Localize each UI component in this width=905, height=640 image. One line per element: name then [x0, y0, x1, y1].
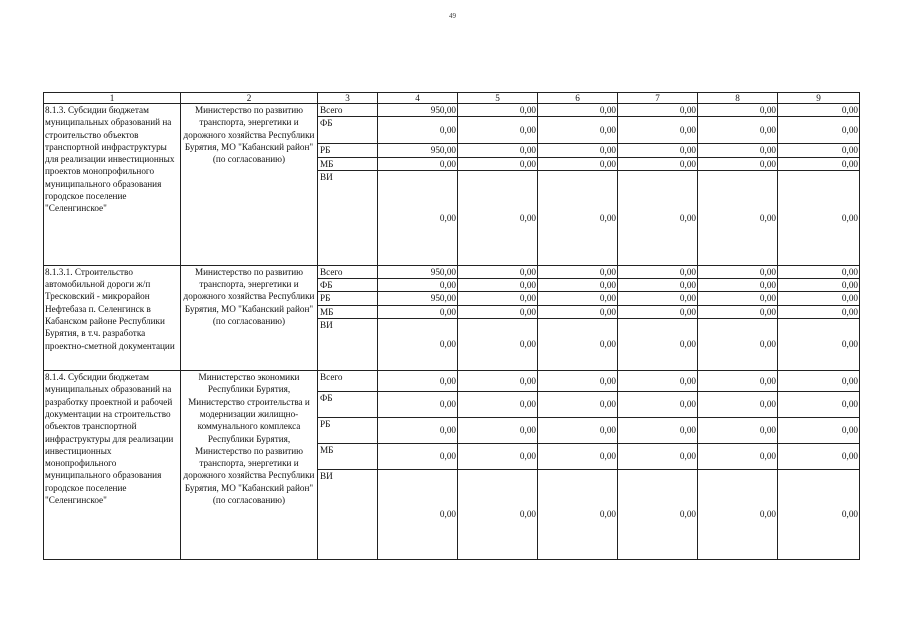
page-number: 49: [449, 12, 456, 20]
header-cell: 9: [778, 93, 860, 104]
value-cell: 0,00: [378, 392, 458, 418]
source-cell: МБ: [318, 157, 378, 170]
value-cell: 0,00: [618, 279, 698, 292]
source-cell: РБ: [318, 418, 378, 444]
value-cell: 0,00: [378, 170, 458, 265]
value-cell: 0,00: [458, 265, 538, 278]
value-cell: 0,00: [458, 157, 538, 170]
value-cell: 0,00: [538, 157, 618, 170]
value-cell: 0,00: [458, 144, 538, 157]
value-cell: 0,00: [538, 444, 618, 470]
value-cell: 0,00: [618, 444, 698, 470]
value-cell: 0,00: [698, 117, 778, 144]
header-row: [44, 93, 860, 104]
value-cell: 0,00: [538, 117, 618, 144]
value-cell: 0,00: [778, 470, 860, 560]
executor-cell: Министерство экономики Республики Бурятия, Министерство строительства и модернизации жилищно-коммунального комплекса Республики Бурятия, Министерство по развитию транспорта, энергетики и дорожного хозяйства Республики Бурятия, МО "Кабанский район" (по согласованию): [181, 371, 318, 560]
value-cell: 0,00: [538, 104, 618, 117]
value-cell: 0,00: [458, 104, 538, 117]
value-cell: 0,00: [778, 279, 860, 292]
value-cell: 0,00: [698, 265, 778, 278]
value-cell: 0,00: [378, 157, 458, 170]
value-cell: 0,00: [378, 444, 458, 470]
value-cell: 0,00: [378, 371, 458, 392]
value-cell: 0,00: [618, 144, 698, 157]
value-cell: 0,00: [538, 279, 618, 292]
value-cell: 0,00: [778, 104, 860, 117]
value-cell: 0,00: [378, 117, 458, 144]
value-cell: 0,00: [458, 170, 538, 265]
source-cell: Всего: [318, 265, 378, 278]
value-cell: 0,00: [458, 444, 538, 470]
value-cell: 0,00: [698, 279, 778, 292]
value-cell: 0,00: [458, 392, 538, 418]
header-cell: 3: [318, 93, 378, 104]
value-cell: 0,00: [378, 279, 458, 292]
value-cell: 0,00: [458, 418, 538, 444]
value-cell: 0,00: [378, 319, 458, 371]
value-cell: 0,00: [538, 170, 618, 265]
header-cell: 5: [458, 93, 538, 104]
value-cell: 0,00: [618, 117, 698, 144]
value-cell: 0,00: [778, 117, 860, 144]
value-cell: 0,00: [778, 292, 860, 305]
value-cell: 0,00: [778, 265, 860, 278]
value-cell: 0,00: [698, 144, 778, 157]
value-cell: 0,00: [538, 371, 618, 392]
value-cell: 0,00: [538, 144, 618, 157]
source-cell: РБ: [318, 144, 378, 157]
value-cell: 0,00: [618, 319, 698, 371]
value-cell: 0,00: [698, 292, 778, 305]
table-row: [44, 265, 860, 278]
value-cell: 0,00: [538, 418, 618, 444]
source-cell: МБ: [318, 444, 378, 470]
source-cell: ВИ: [318, 170, 378, 265]
section-name-cell: 8.1.4. Субсидии бюджетам муниципальных образований на разработку проектной и рабочей документации на строительство объектов транспортной инфраструктуры для реализации инвестиционных монопрофильного муниципального образования городское поселение "Селенгинское": [44, 371, 181, 560]
executor-cell: Министерство по развитию транспорта, энергетики и дорожного хозяйства Республики Бурятия, МО "Кабанский район" (по согласованию): [181, 265, 318, 370]
header-cell: 8: [698, 93, 778, 104]
table-row: [44, 104, 860, 117]
value-cell: 0,00: [618, 305, 698, 318]
value-cell: 0,00: [778, 392, 860, 418]
value-cell: 0,00: [698, 319, 778, 371]
value-cell: 0,00: [698, 170, 778, 265]
source-cell: РБ: [318, 292, 378, 305]
value-cell: 0,00: [618, 170, 698, 265]
value-cell: 0,00: [618, 265, 698, 278]
header-cell: 4: [378, 93, 458, 104]
value-cell: 0,00: [538, 319, 618, 371]
value-cell: 0,00: [458, 470, 538, 560]
value-cell: 0,00: [458, 117, 538, 144]
value-cell: 0,00: [778, 418, 860, 444]
value-cell: 950,00: [378, 104, 458, 117]
executor-cell: Министерство по развитию транспорта, энергетики и дорожного хозяйства Республики Бурятия, МО "Кабанский район" (по согласованию): [181, 104, 318, 266]
value-cell: 0,00: [698, 418, 778, 444]
source-cell: ФБ: [318, 117, 378, 144]
header-cell: 7: [618, 93, 698, 104]
value-cell: 0,00: [698, 444, 778, 470]
value-cell: 0,00: [778, 157, 860, 170]
value-cell: 0,00: [458, 319, 538, 371]
value-cell: 0,00: [618, 418, 698, 444]
value-cell: 0,00: [378, 305, 458, 318]
value-cell: 0,00: [698, 157, 778, 170]
source-cell: ФБ: [318, 392, 378, 418]
table-row: [44, 371, 860, 392]
section-name-cell: 8.1.3. Субсидии бюджетам муниципальных образований на строительство объектов транспортной инфраструктуры для реализации инвестиционных проектов монопрофильного муниципального образования городское поселение "Селенгинское": [44, 104, 181, 266]
value-cell: 950,00: [378, 265, 458, 278]
value-cell: 0,00: [458, 371, 538, 392]
value-cell: 0,00: [458, 279, 538, 292]
value-cell: 0,00: [698, 392, 778, 418]
value-cell: 0,00: [538, 470, 618, 560]
value-cell: 950,00: [378, 144, 458, 157]
value-cell: 0,00: [698, 305, 778, 318]
source-cell: Всего: [318, 104, 378, 117]
source-cell: ВИ: [318, 470, 378, 560]
header-cell: 1: [44, 93, 181, 104]
source-cell: ФБ: [318, 279, 378, 292]
value-cell: 0,00: [778, 444, 860, 470]
value-cell: 0,00: [698, 371, 778, 392]
value-cell: 0,00: [618, 292, 698, 305]
value-cell: 0,00: [538, 392, 618, 418]
value-cell: 0,00: [698, 470, 778, 560]
value-cell: 950,00: [378, 292, 458, 305]
value-cell: 0,00: [458, 292, 538, 305]
value-cell: 0,00: [778, 144, 860, 157]
value-cell: 0,00: [538, 265, 618, 278]
value-cell: 0,00: [378, 470, 458, 560]
header-cell: 2: [181, 93, 318, 104]
value-cell: 0,00: [458, 305, 538, 318]
value-cell: 0,00: [618, 157, 698, 170]
value-cell: 0,00: [538, 292, 618, 305]
value-cell: 0,00: [618, 470, 698, 560]
value-cell: 0,00: [378, 418, 458, 444]
header-cell: 6: [538, 93, 618, 104]
value-cell: 0,00: [778, 319, 860, 371]
value-cell: 0,00: [618, 392, 698, 418]
budget-table: [43, 92, 860, 560]
value-cell: 0,00: [778, 371, 860, 392]
value-cell: 0,00: [778, 170, 860, 265]
value-cell: 0,00: [538, 305, 618, 318]
source-cell: ВИ: [318, 319, 378, 371]
source-cell: Всего: [318, 371, 378, 392]
value-cell: 0,00: [778, 305, 860, 318]
source-cell: МБ: [318, 305, 378, 318]
value-cell: 0,00: [618, 104, 698, 117]
section-name-cell: 8.1.3.1. Строительство автомобильной дороги ж/п Тресковский - микрорайон Нефтебаза п. Селенгинск в Кабанском районе Республики Бурятия, в т.ч. разработка проектно-сметной документации: [44, 265, 181, 370]
value-cell: 0,00: [698, 104, 778, 117]
value-cell: 0,00: [618, 371, 698, 392]
